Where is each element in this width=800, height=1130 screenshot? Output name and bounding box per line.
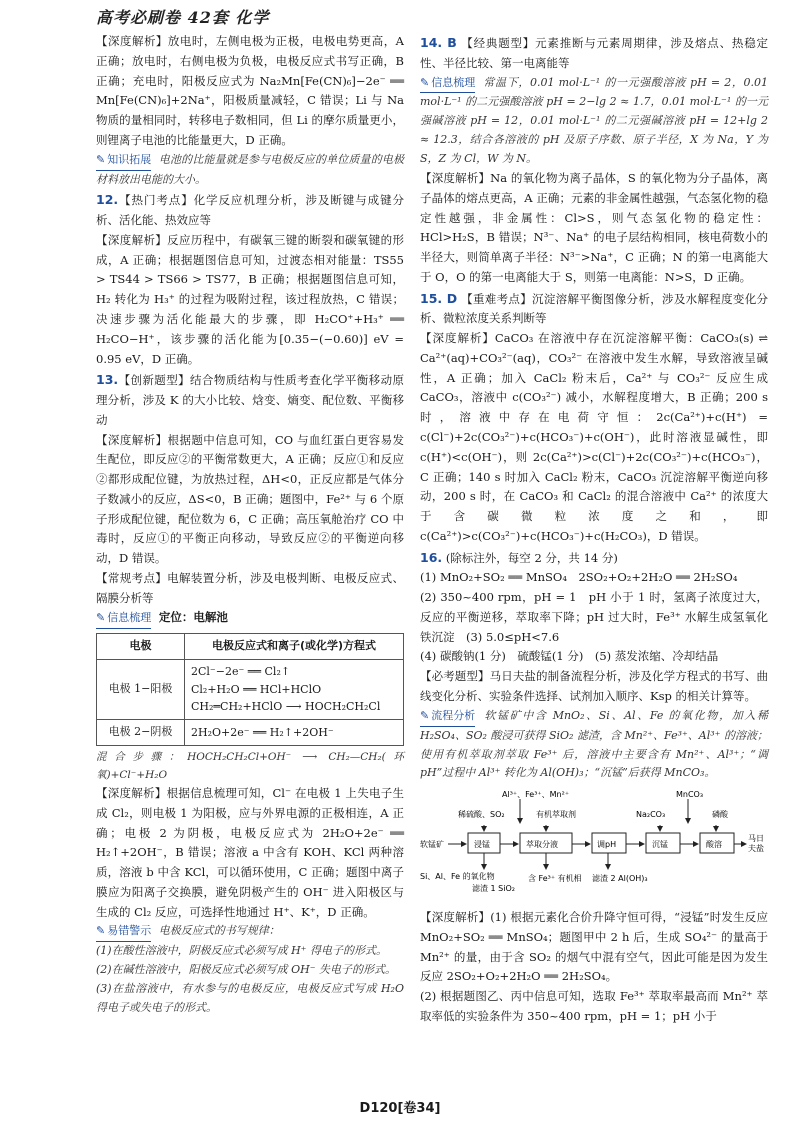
flow-organic-phase: 含 Fe³⁺ 有机相 bbox=[528, 874, 582, 884]
warning-item: (1)在酸性溶液中，阴极反应式必须写成 H⁺ 得电子的形式。 bbox=[96, 944, 387, 958]
flow-box-leach-label: 浸锰 bbox=[474, 840, 490, 850]
knowledge-tip-badge: ✎ 知识拓展 bbox=[96, 151, 151, 171]
table-header-equation: 电极反应式和离子(或化学)方程式 bbox=[185, 634, 404, 660]
flow-analysis-text: 软锰矿中含 MnO₂、Si、Al、Fe 的氧化物，加入稀 H₂SO₄、SO₂ 酸浸可获得 SiO₂ 滤渣，含 Mn²⁺、Fe³⁺、Al³⁺ 的溶液；使用有机萃取剂萃取 Fe³⁺ 后，溶液中主要含有 Mn²⁺、Al³⁺；“调 pH”过程中 Al³⁺ 转化为 Al(OH)₃；“沉锰”后获得 MnCO₃。 bbox=[420, 708, 768, 780]
q12-head bbox=[96, 189, 404, 231]
flow-reagent-3: Na₂CO₃ bbox=[636, 810, 666, 820]
electrode-table bbox=[96, 633, 404, 746]
table-row bbox=[97, 660, 404, 720]
table-row bbox=[97, 720, 404, 746]
q14-analysis: 【深度解析】Na 的氧化物为离子晶体，S 的氧化物为分子晶体，离子晶体的熔点更高，A 正确；元素的非金属性越强，气态氢化物的稳定性越强，非金属性：Cl>S，则气态氢化物的稳定性：HCl>H₂S，B 错误；N³⁻、Na⁺ 的电子层结构相同，核电荷数小的半径大，则简单离子半径：N³⁻>Na⁺，C 正确；N 的第一电离能大于 O，O 的第一电离能大于 S，则第一电离能：N>S，D 正确。 bbox=[420, 171, 768, 284]
q14-number: 14. B bbox=[420, 35, 457, 50]
mixing-step-note: 混合步骤：HOCH₂CH₂Cl+OH⁻ ⟶ CH₂—CH₂(环氧)+Cl⁻+H₂O bbox=[96, 750, 404, 782]
equation: CH₂═CH₂+HClO ⟶ HOCH₂CH₂Cl bbox=[191, 700, 381, 714]
info-sort-title: 定位：电解池 bbox=[158, 610, 228, 625]
warning-item: (2)在碱性溶液中，阳极反应式必须写成 OH⁻ 失电子的形式。 bbox=[96, 963, 396, 977]
flow-analysis-badge: ✎ 流程分析 bbox=[420, 707, 475, 727]
warning-item: (3)在盐溶液中，有水参与的电极反应，电极反应式写成 H₂O 得电子或失电子的形式。 bbox=[96, 982, 404, 1015]
info-sort-badge: ✎ 信息梳理 bbox=[420, 74, 475, 94]
q13-head-text: 【创新题型】结合物质结构与性质考查化学平衡移动原理分析，涉及 K 的大小比较、焓变、熵变、配位数、平衡移动 bbox=[96, 373, 404, 427]
q14a-head: 【常规考点】电解装置分析，涉及电极判断、电极反应式、隔膜分析等 bbox=[96, 570, 404, 605]
flow-box-extract-label: 萃取分液 bbox=[526, 840, 558, 850]
table-cell-equations bbox=[185, 720, 404, 746]
table-header-electrode: 电极 bbox=[97, 634, 185, 660]
flow-start-ore: 软锰矿 bbox=[420, 840, 444, 850]
process-flow-diagram bbox=[420, 787, 768, 895]
flow-box-ph-label: 调pH bbox=[597, 840, 617, 850]
q15-head-text: 【重难考点】沉淀溶解平衡图像分析，涉及水解程度变化分析、微粒浓度关系判断等 bbox=[420, 291, 769, 326]
flow-residue-2: 滤渣 2 Al(OH)₃ bbox=[592, 874, 648, 884]
pencil-icon: ✎ bbox=[96, 152, 106, 166]
q16-answer: (1) MnO₂+SO₂ ══ MnSO₄ 2SO₂+O₂+2H₂O ══ 2H₂SO₄ bbox=[420, 570, 738, 585]
q16-number: 16. bbox=[420, 549, 443, 565]
table-header-row bbox=[97, 634, 404, 660]
q15-analysis: 【深度解析】CaCO₃ 在溶液中存在沉淀溶解平衡：CaCO₃(s) ⇌ Ca²⁺(aq)+CO₃²⁻(aq)，CO₃²⁻ 在溶液中发生水解，导致溶液呈碱性，A 正确；加入 CaCl₂ 粉末后，Ca²⁺ 与 CO₃²⁻ 反应生成 CaCO₃，溶液中 c(CO₃²⁻) 减小，水解程度增大，B 正确；200 s 时，溶液中存在电荷守恒：2c(Ca²⁺)+c(H⁺) = c(Cl⁻)+2c(CO₃²⁻)+c(HCO₃⁻)+c(OH⁻)，此时溶液显碱性，即 c(H⁺)<c(OH⁻)，则 2c(Ca²⁺)>c(Cl⁻)+2c(CO₃²⁻)+c(HCO₃⁻)，C 正确；140 s 时加入 CaCl₂ 粉末，CaCO₃ 沉淀溶解平衡逆向移动，200 s 时，在 CaCO₃ 和 CaCl₂ 的混合溶液中 Ca²⁺ 的浓度大于含碳微粒浓度之和，即 c(Ca²⁺)>c(CO₃²⁻)+c(HCO₃⁻)+c(H₂CO₃)，D 错误。 bbox=[420, 331, 768, 543]
left-column bbox=[96, 32, 404, 1027]
flow-box-precip-label: 沉锰 bbox=[652, 840, 668, 850]
table-cell-electrode: 电极 2−阴极 bbox=[97, 720, 185, 746]
flow-top-label-ions: Al³⁺、Fe³⁺、Mn²⁺ bbox=[502, 790, 570, 800]
knowledge-tip bbox=[96, 151, 404, 190]
q13-head bbox=[96, 369, 404, 430]
flow-product-2: 夫盐 bbox=[748, 844, 764, 854]
q14-head bbox=[420, 32, 768, 74]
pencil-icon: ✎ bbox=[420, 708, 430, 722]
q14-info bbox=[420, 74, 768, 170]
info-sort-line bbox=[96, 608, 404, 629]
q16-analysis-1: 【深度解析】(1) 根据元素化合价升降守恒可得，“浸锰”时发生反应 MnO₂+SO₂ ══ MnSO₄；题图甲中 2 h 后，生成 SO₄²⁻ 的量高于 Mn²⁺ 的量，由于含 SO₂ 的烟气中混有空气，因此可能是因为发生反应 2SO₂+O₂+2H₂O ══ 2H₂SO₄。 bbox=[420, 910, 768, 984]
q16-analysis-2: (2) 根据题图乙、丙中信息可知，选取 Fe³⁺ 萃取率最高而 Mn²⁺ 萃取率低的实验条件为 350~400 rpm，pH = 1；pH 小于 bbox=[420, 989, 768, 1023]
flow-note-oxides: Si、Al、Fe 的氧化物 bbox=[420, 872, 495, 882]
q15-number: 15. D bbox=[420, 290, 458, 306]
q14a-analysis: 【深度解析】根据信息梳理可知，Cl⁻ 在电极 1 上失电子生成 Cl₂，则电极 1 为阳极，应与外界电源的正极相连，A 正确；电极 2 为阴极，电极反应式为 2H₂O+2e⁻ ══ H₂↑+2OH⁻，B 错误；溶液 a 中含有 KOH、KCl 两种溶质，溶液 b 中含 KCl，可以循环使用，C 正确；题图中离子膜应为阳离子交换膜，避免阴极产生的 OH⁻ 进入阳极区与生成的 Cl₂ 反应，可选择性地通过 H⁺、K⁺，D 正确。 bbox=[96, 786, 404, 919]
q16-answer-line bbox=[420, 547, 768, 569]
pencil-icon: ✎ bbox=[96, 924, 106, 938]
flow-analysis bbox=[420, 707, 768, 784]
equation: 2Cl⁻−2e⁻ ══ Cl₂↑ bbox=[191, 665, 291, 679]
equation: Cl₂+H₂O ══ HCl+HClO bbox=[191, 682, 322, 696]
warning-head bbox=[96, 922, 404, 942]
warning-badge: ✎ 易错警示 bbox=[96, 922, 151, 942]
q16-answer: (2) 350~400 rpm，pH = 1 pH 小于 1 时，氢离子浓度过大，反应的平衡逆移，萃取率下降；pH 过大时，Fe³⁺ 水解生成氢氧化铁沉淀 (3) 5.0≤pH<7.6 bbox=[420, 590, 768, 644]
q14-head-text: 【经典题型】元素推断与元素周期律，涉及熔点、热稳定性、半径比较、第一电离能等 bbox=[420, 36, 769, 70]
flow-product-1: 马日 bbox=[748, 834, 764, 844]
flow-residue-1: 滤渣 1 SiO₂ bbox=[472, 884, 515, 894]
q11-analysis: 【深度解析】放电时，左侧电极为正极，电极电势更高，A 正确；放电时，右侧电极为负极，电极反应式书写正确，B 正确；充电时，阳极反应式为 Na₂Mn[Fe(CN)₆]−2e⁻ ══ Mn[Fe(CN)₆]+2Na⁺，阳极质量减轻，C 错误；Li 与 Na 物质的量相同时，转移电子数相同，但 Li 的摩尔质量更小，则锂离子电池的比能量更大，D 正确。 bbox=[96, 34, 404, 147]
q12-number: 12. bbox=[96, 192, 119, 208]
q14-info-text: 常温下，0.01 mol·L⁻¹ 的一元强酸溶液 pH = 2，0.01 mol·L⁻¹ 的二元强酸溶液 pH = 2−lg 2 ≈ 1.7，0.01 mol·L⁻¹ 的一元强碱溶液 pH = 12，0.01 mol·L⁻¹ 的二元强碱溶液 pH = 12+lg 2 ≈ 12.3，结合各溶液的 pH 及原子序数、原子半径，X 为 Na，Y 为 S，Z 为 Cl，W 为 N。 bbox=[420, 75, 769, 166]
flow-reagent-4: 磷酸 bbox=[712, 810, 728, 820]
knowledge-tip-text: 电池的比能量就是参与电极反应的单位质量的电极材料放出电能的大小。 bbox=[96, 152, 405, 186]
pencil-icon: ✎ bbox=[96, 611, 106, 625]
q16-answer-note: (除标注外，每空 2 分，共 14 分) bbox=[445, 550, 618, 565]
table-cell-electrode: 电极 1−阳极 bbox=[97, 660, 185, 720]
page-header-title: 高考必刷卷 42套 化学 bbox=[96, 8, 270, 27]
info-sort-badge: ✎ 信息梳理 bbox=[96, 609, 151, 629]
pencil-icon: ✎ bbox=[420, 75, 430, 89]
flow-reagent-2: 有机萃取剂 bbox=[536, 810, 576, 820]
q12-analysis: 【深度解析】反应历程中，有碳氧三键的断裂和碳氧键的形成，A 正确；根据题图信息可知，过渡态相对能量：TS55 > TS44 > TS66 > TS77，B 正确；根据题图信息可知，H₂ 转化为 H₃⁺ 的过程为吸附过程，该过程放热，C 错误；决速步骤为活化能最大的步骤，即 H₂CO⁺+H₃⁺ ══ H₂CO−H⁺，该步骤的活化能为[0.35−(−0.60)] eV = 0.95 eV，D 正确。 bbox=[96, 232, 404, 366]
flow-box-dissolve-label: 酸溶 bbox=[706, 840, 722, 850]
warning-head-text: 电极反应式的书写规律： bbox=[158, 924, 280, 938]
table-cell-equations bbox=[185, 660, 404, 720]
q16-head: 【必考题型】马日夫盐的制备流程分析，涉及化学方程式的书写、曲线变化分析、实验条件选择、试剂加入顺序、Ksp 的相关计算等。 bbox=[420, 669, 768, 703]
flow-reagent-1: 稀硫酸、SO₂ bbox=[458, 810, 505, 820]
q16-answer: (4) 碳酸钠(1 分) 硫酸锰(1 分) (5) 蒸发浓缩、冷却结晶 bbox=[420, 649, 719, 664]
q12-head-text: 【热门考点】化学反应机理分析，涉及断键与成键分析、活化能、热效应等 bbox=[96, 193, 404, 228]
flow-top-label-mnco3: MnCO₃ bbox=[676, 790, 704, 800]
page-footer: D120[卷34] bbox=[359, 1101, 441, 1116]
q13-number: 13. bbox=[96, 372, 119, 388]
equation: 2H₂O+2e⁻ ══ H₂↑+2OH⁻ bbox=[191, 725, 334, 739]
right-column bbox=[420, 32, 768, 1027]
q15-head bbox=[420, 288, 768, 330]
q13-analysis: 【深度解析】根据题中信息可知，CO 与血红蛋白更容易发生配位，即反应②的平衡常数更大，A 正确；反应①和反应②都形成配位键，为放热过程，ΔH<0，正反应都是气体分子数减小的反应，ΔS<0，B 正确；题图中，Fe²⁺ 与 6 个原子形成配位键，配位数为 6，C 正确；高压氧舱治疗 CO 中毒时，反应①的平衡正向移动，导致反应②的平衡逆向移动，D 错误。 bbox=[96, 432, 404, 566]
